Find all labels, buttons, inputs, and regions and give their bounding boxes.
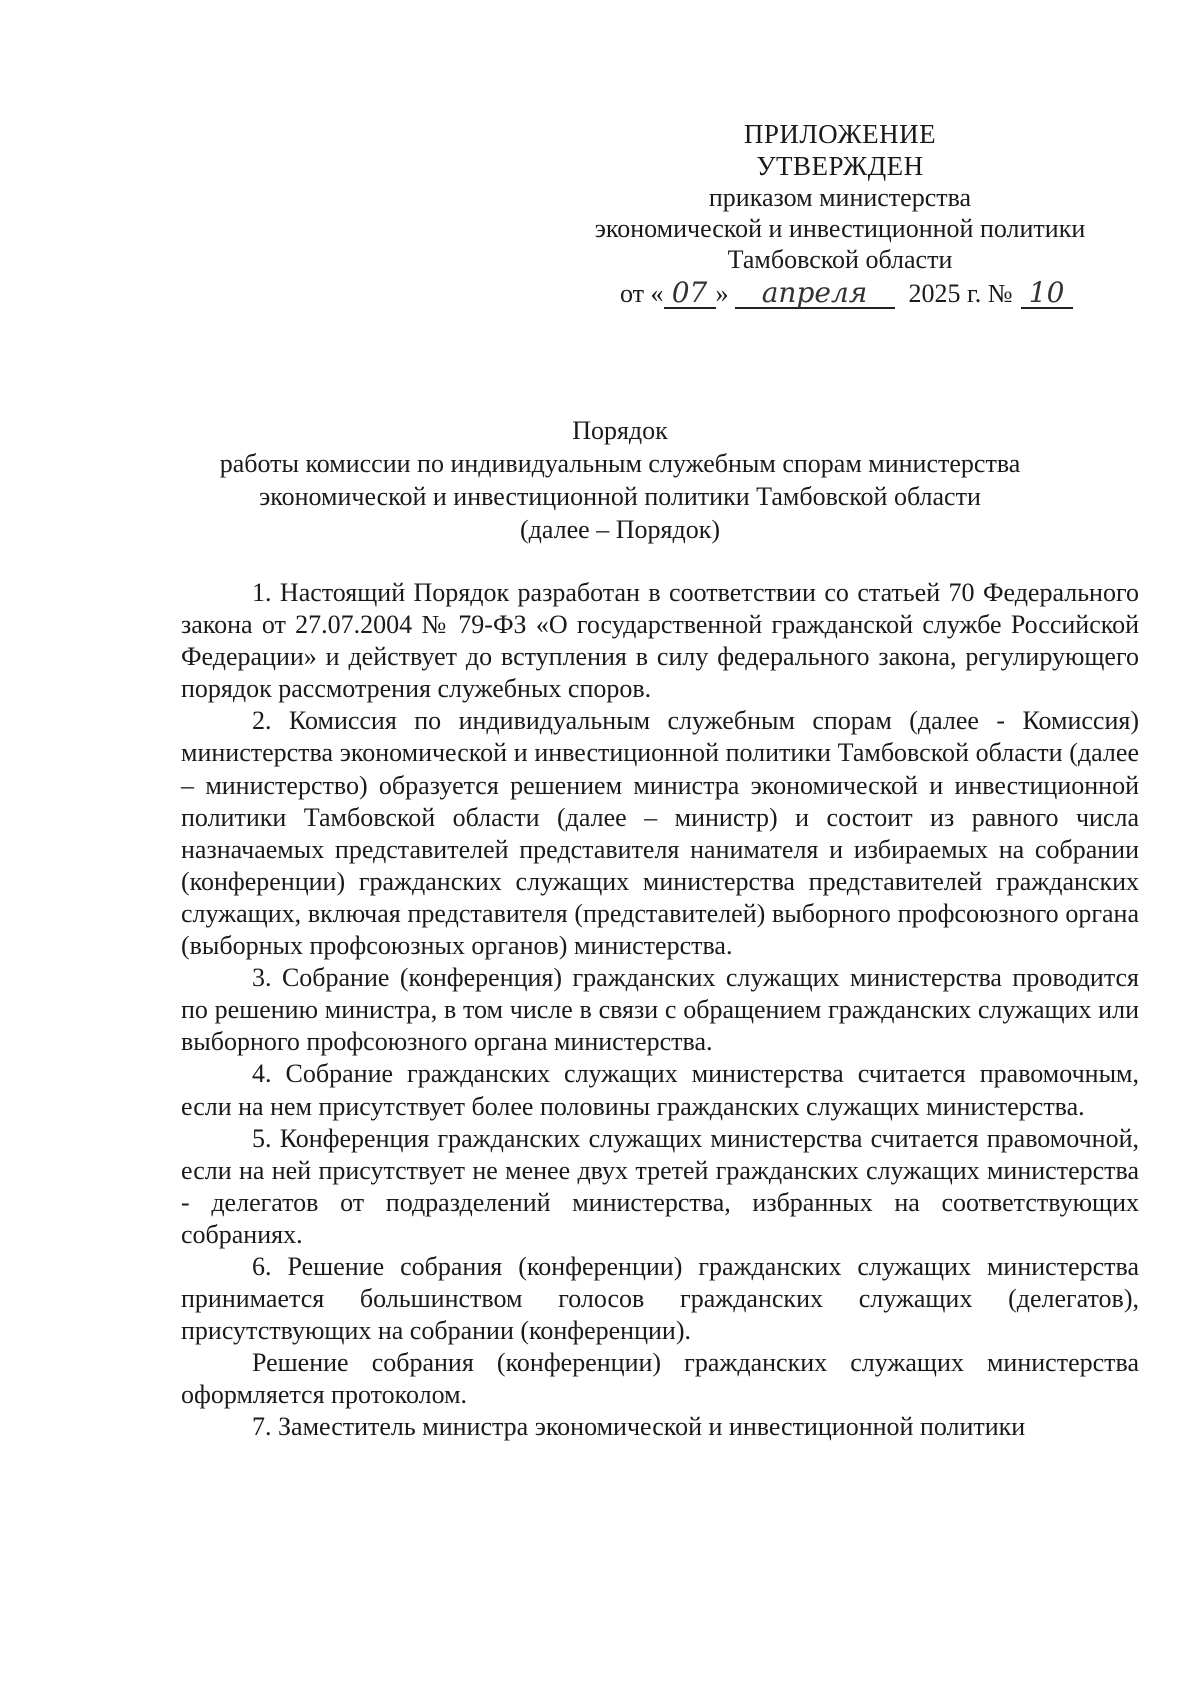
title-line-1: Порядок bbox=[572, 416, 668, 445]
approval-line-1: приказом министерства bbox=[708, 183, 972, 212]
title-line-3: экономической и инвестиционной политики Тамбовской области bbox=[259, 482, 981, 511]
approval-header bbox=[560, 118, 1120, 275]
handwritten-month: апреля bbox=[735, 279, 895, 309]
paragraph-6: 6. Решение собрания (конференции) гражданских служащих министерства принимается большинством голосов гражданских служащих (делегатов), присутствующих на собрании (конференции). bbox=[181, 1251, 1139, 1346]
approval-line-2: экономической и инвестиционной политики bbox=[594, 214, 1086, 243]
date-quote-close: » bbox=[715, 279, 729, 308]
paragraph-3: 3. Собрание (конференция) гражданских служащих министерства проводится по решению министра, в том числе в связи с обращением гражданских служащих или выборного профсоюзного органа министерства. bbox=[181, 963, 1139, 1057]
document-title bbox=[180, 414, 1060, 546]
date-year-label: 2025 г. № bbox=[908, 279, 1013, 308]
paragraph-4: 4. Собрание гражданских служащих министерства считается правомочным, если на нем присутствует более половины гражданских служащих министерства. bbox=[181, 1059, 1139, 1121]
paragraph-5: 5. Конференция гражданских служащих министерства считается правомочной, если на ней присутствует не менее двух третей гражданских служащих министерства - делегатов от подразделений министерства, избранных на соответствующих собраниях. bbox=[181, 1123, 1139, 1249]
title-line-4: (далее – Порядок) bbox=[520, 515, 720, 544]
appendix-label: ПРИЛОЖЕНИЕ bbox=[743, 119, 937, 149]
handwritten-order-number: 10 bbox=[1021, 279, 1073, 309]
paragraph-6-continued: Решение собрания (конференции) гражданских служащих министерства оформляется протоколом. bbox=[181, 1348, 1139, 1410]
paragraph-2: 2. Комиссия по индивидуальным служебным спорам (далее - Комиссия) министерства экономической и инвестиционной политики Тамбовской области (далее – министерство) образуется решением министра экономической и инвестиционной политики Тамбовской области (далее – министр) и состоит из равного числа назначаемых представителей представителя нанимателя и избираемых на собрании (конференции) гражданских служащих министерства представителей гражданских служащих, включая представителя (представителей) выборного профсоюзного органа (выборных профсоюзных органов) министерства. bbox=[181, 706, 1139, 961]
approval-line-3: Тамбовской области bbox=[727, 245, 953, 274]
date-prefix: от « bbox=[620, 279, 664, 308]
paragraph-7: 7. Заместитель министра экономической и инвестиционной политики bbox=[252, 1412, 1026, 1442]
order-date-line bbox=[620, 278, 1073, 310]
title-line-2: работы комиссии по индивидуальным служебным спорам министерства bbox=[219, 449, 1021, 478]
approved-label: УТВЕРЖДЕН bbox=[756, 151, 924, 181]
paragraph-1: 1. Настоящий Порядок разработан в соответствии со статьей 70 Федерального закона от 27.07.2004 № 79-ФЗ «О государственной гражданской службе Российской Федерации» и действует до вступления в силу федерального закона, регулирующего порядок рассмотрения служебных споров. bbox=[181, 578, 1139, 704]
handwritten-day: 07 bbox=[664, 279, 716, 309]
document-body bbox=[181, 577, 1139, 1444]
